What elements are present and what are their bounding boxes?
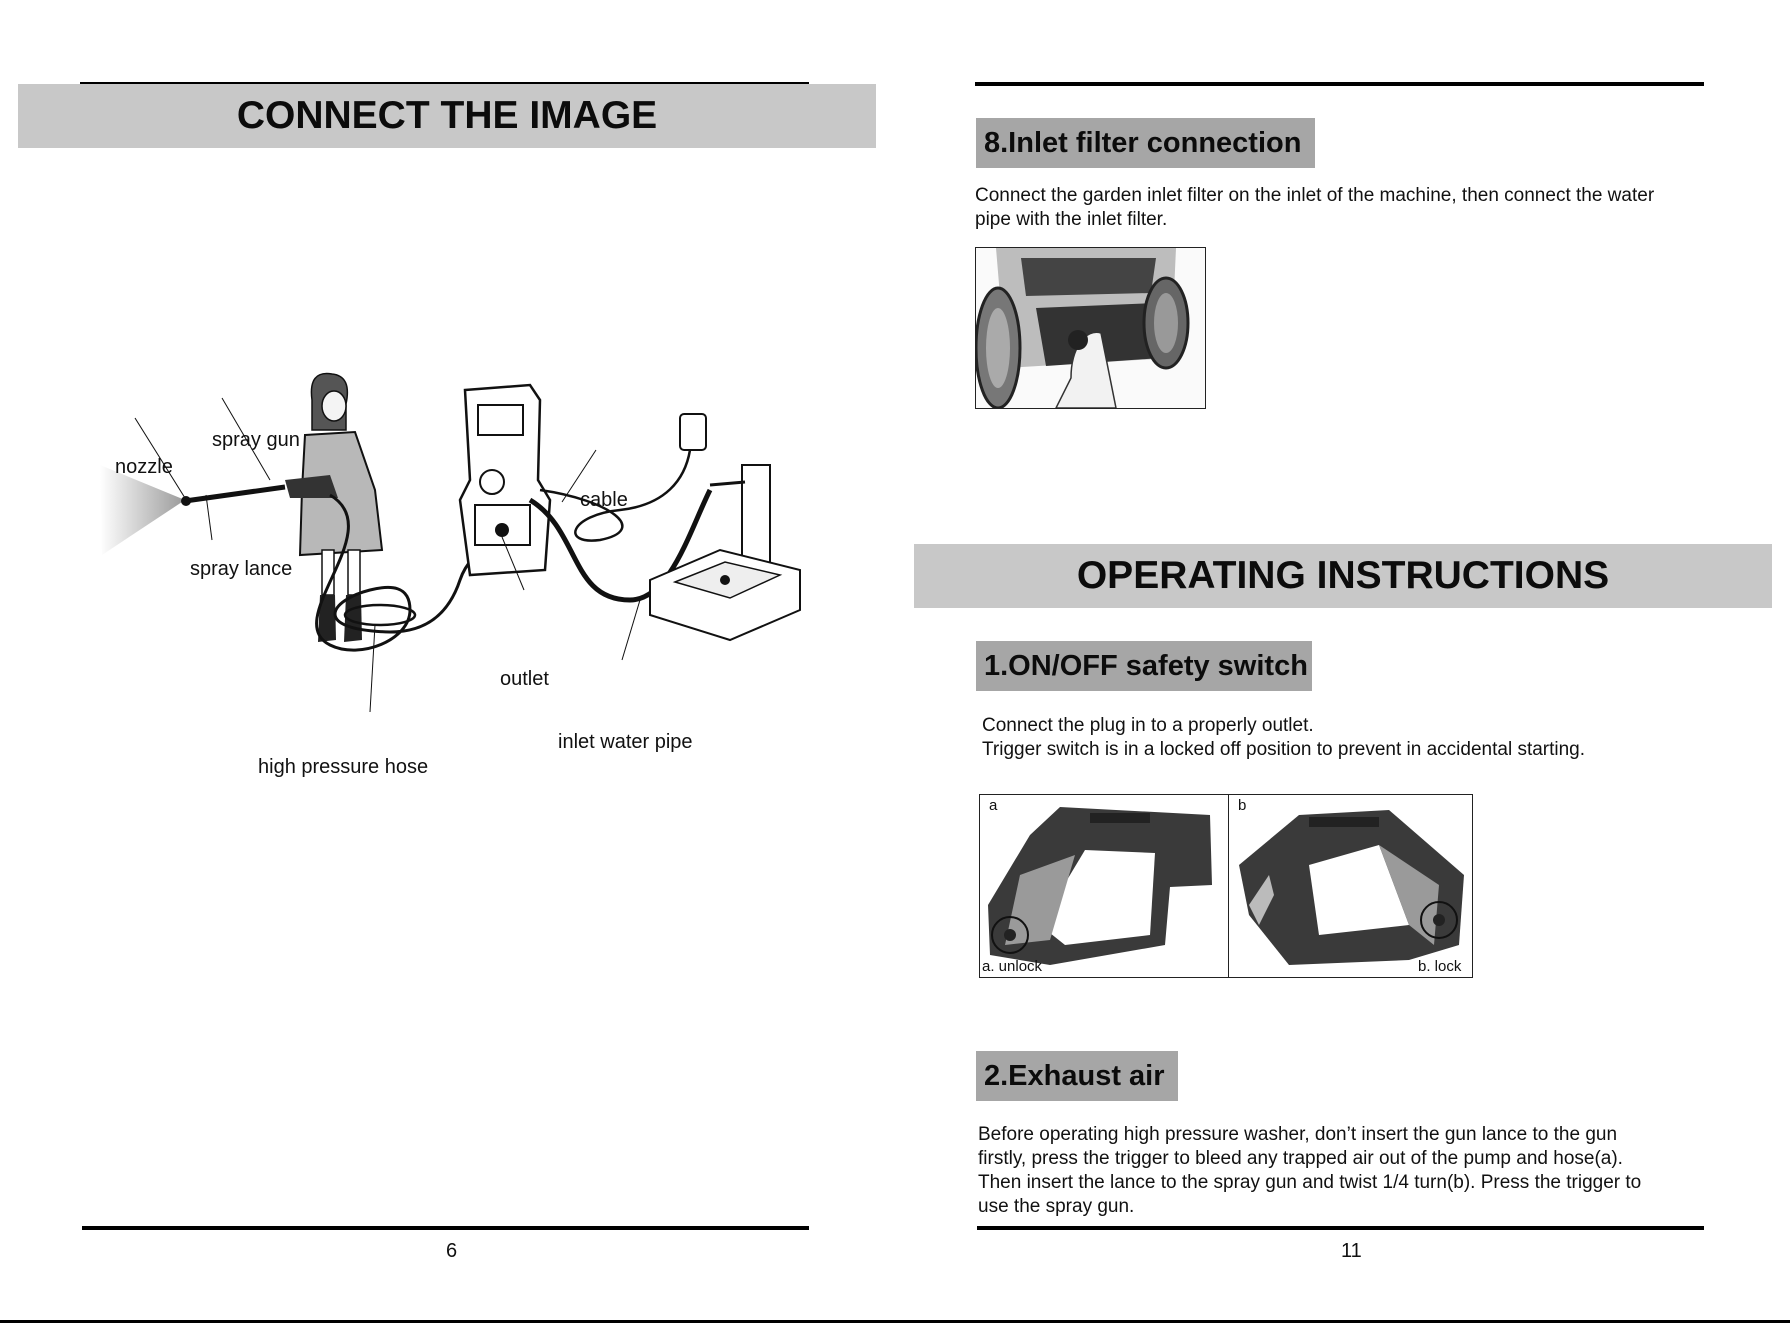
exhaust-air-text-line-3: Then insert the lance to the spray gun and twist 1/4 turn(b). Press the trigger to (978, 1172, 1642, 1193)
inlet-filter-photo (975, 247, 1206, 409)
photo-a-letter: a (989, 797, 998, 814)
left-bottom-rule (82, 1226, 809, 1230)
right-top-rule (975, 82, 1704, 86)
label-outlet: outlet (500, 668, 549, 690)
right-page-number: 11 (1341, 1240, 1362, 1262)
exhaust-air-text (978, 1123, 1641, 1219)
exhaust-air-text-line-4: use the spray gun. (978, 1196, 1135, 1217)
heading-inlet-filter: 8.Inlet filter connection (976, 118, 1315, 168)
right-banner-title: OPERATING INSTRUCTIONS (914, 544, 1772, 608)
trigger-photo-lock (1228, 794, 1473, 978)
left-banner-title: CONNECT THE IMAGE (18, 84, 876, 148)
photo-b-caption: b. lock (1418, 958, 1462, 975)
photo-b-letter: b (1238, 797, 1247, 814)
right-bottom-rule (977, 1226, 1704, 1230)
left-page-number: 6 (446, 1240, 458, 1262)
inlet-filter-text-line-2: pipe with the inlet filter. (975, 209, 1168, 230)
heading-safety-switch: 1.ON/OFF safety switch (976, 641, 1312, 691)
safety-switch-text (982, 714, 1585, 762)
exhaust-air-text-line-1: Before operating high pressure washer, don’t insert the gun lance to the gun (978, 1124, 1618, 1145)
label-inlet-water-pipe: inlet water pipe (558, 731, 693, 753)
label-spray-gun: spray gun (212, 429, 300, 451)
inlet-filter-text (975, 184, 1654, 232)
label-cable: cable (580, 489, 628, 511)
label-nozzle: nozzle (115, 456, 173, 478)
label-spray-lance: spray lance (190, 558, 293, 580)
trigger-photo-unlock (979, 794, 1231, 978)
safety-switch-text-line-2: Trigger switch is in a locked off position to prevent in accidental starting. (982, 739, 1586, 760)
inlet-filter-text-line-1: Connect the garden inlet filter on the inlet of the machine, then connect the water (975, 185, 1655, 206)
heading-exhaust-air: 2.Exhaust air (976, 1051, 1178, 1101)
scan-edge-line (0, 1320, 1790, 1323)
label-high-pressure-hose: high pressure hose (258, 756, 429, 778)
photo-a-caption: a. unlock (982, 958, 1043, 975)
exhaust-air-text-line-2: firstly, press the trigger to bleed any trapped air out of the pump and hose(a). (978, 1148, 1623, 1169)
safety-switch-text-line-1: Connect the plug in to a properly outlet. (982, 715, 1314, 736)
